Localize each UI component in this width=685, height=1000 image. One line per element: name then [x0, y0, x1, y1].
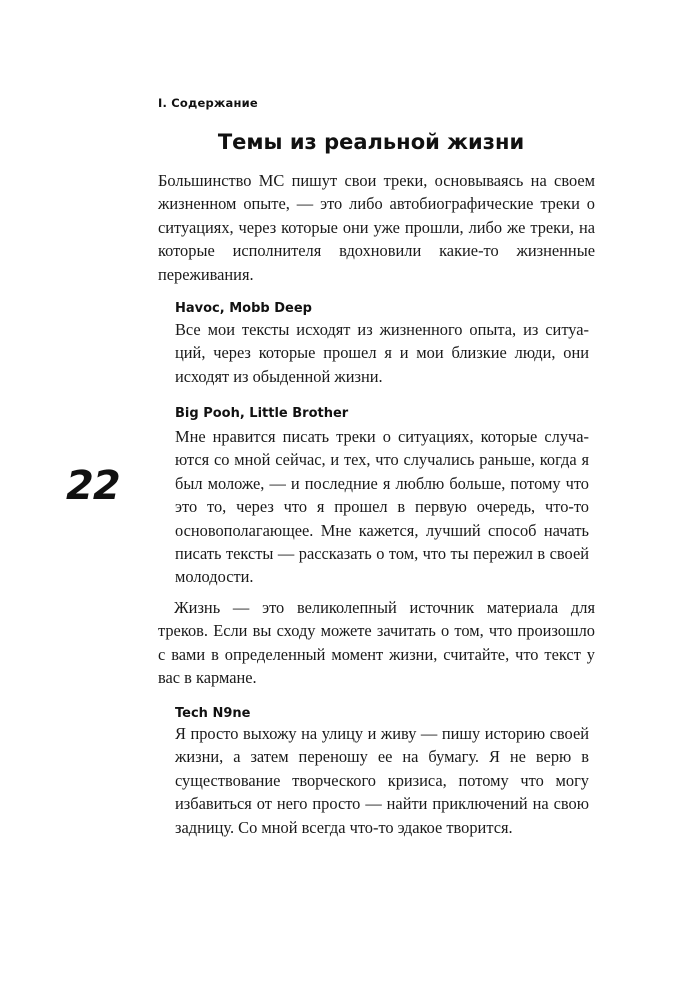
- middle-paragraph: Жизнь — это великолепный источник материала для треков. Если вы сходу можете зачитать о том, что произошло с вами в определенный момент жизни, считайте, что текст у вас в кармане.: [158, 598, 595, 688]
- quote-text-havoc: Все мои тексты исходят из жизненного опыта, из ситуаций, через которые прошел я и мои близкие люди, они исходят из обыденной жизни.: [175, 320, 589, 386]
- page-number: 22: [66, 463, 120, 509]
- running-head: I. Содержание: [158, 96, 258, 110]
- quote-author-havoc: Havoc, Mobb Deep: [175, 301, 312, 316]
- quote-author-big-pooh: Big Pooh, Little Brother: [175, 406, 349, 421]
- quote-text-tech-n9ne: Я просто выхожу на улицу и живу — пишу историю своей жизни, а затем переношу ее на бумагу. Я не верю в существование творческого кризиса, потому что могу избавиться от него просто — найти приключений на свою задницу. Со мной всегда что-то эдакое творится.: [175, 724, 589, 837]
- quote-author-tech-n9ne: Tech N9ne: [175, 706, 251, 721]
- intro-paragraph: Большинство МС пишут свои треки, основываясь на своем жизненном опыте, — это либо автобиографические треки о ситуациях, через которые они уже прошли, либо же треки, на которые исполнителя вдохновили какие-то жизненные переживания.: [158, 171, 595, 284]
- quote-text-big-pooh: Мне нравится писать треки о ситуациях, которые случаются со мной сейчас, и тех, что случались раньше, когда я был моложе, — и последние я люблю больше, потому что это то, через что я прошел в первую очередь, что-то основополагающее. Мне кажется, лучший способ начать писать тексты — рассказать о том, что ты пережил в своей молодости.: [175, 427, 589, 587]
- chapter-title: Темы из реальной жизни: [217, 130, 525, 154]
